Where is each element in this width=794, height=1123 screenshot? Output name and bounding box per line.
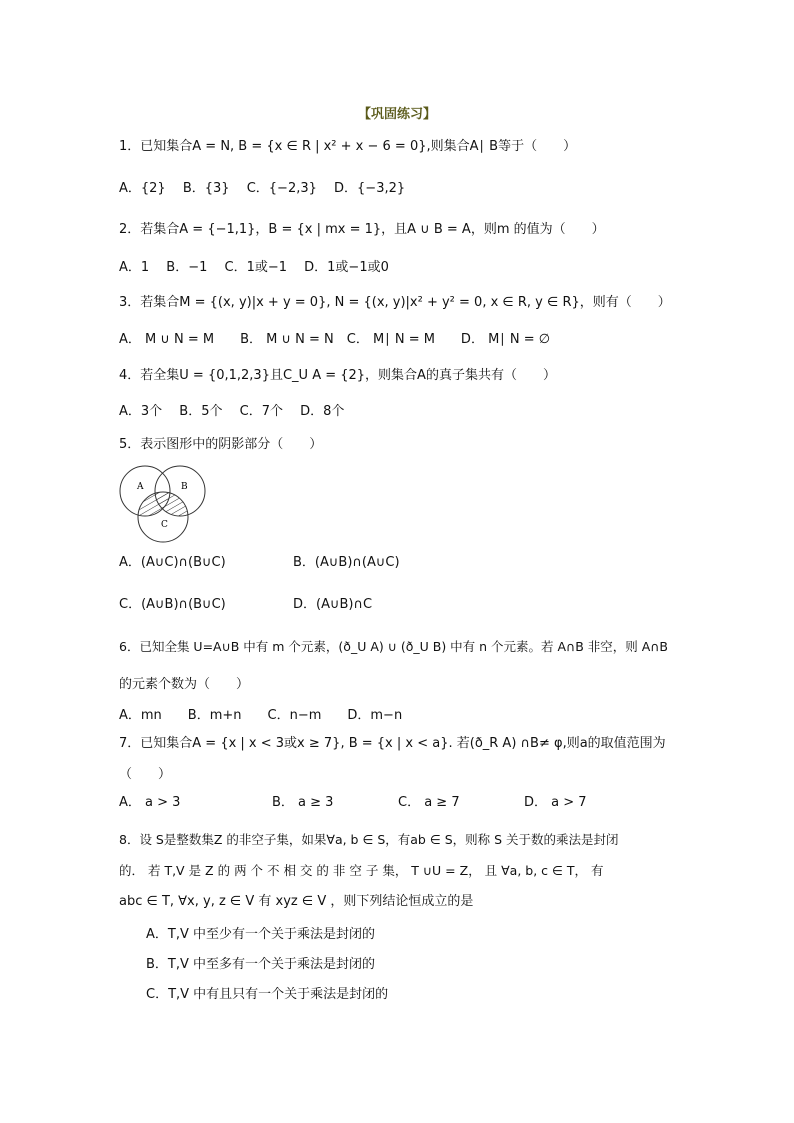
q5-option-c: C．(A∪B)∩(B∪C)	[119, 597, 226, 612]
q2-stem: 2．若集合A = {−1,1}，B = {x | mx = 1}，且A ∪ B = A，则m 的值为（ ）	[119, 222, 605, 237]
q3-stem: 3．若集合M = {(x, y)|x + y = 0}, N = {(x, y)|x² + y² = 0, x ∈ R, y ∈ R}，则有（ ）	[119, 295, 671, 310]
q8-line3: abc ∈ T, ∀x, y, z ∈ V 有 xyz ∈ V ，则下列结论恒成立的是	[119, 894, 474, 909]
q5-stem: 5．表示图形中的阴影部分（ ）	[119, 437, 323, 452]
q8-option-a: A．T,V 中至少有一个关于乘法是封闭的	[146, 927, 375, 942]
q2-options: A．1 B．−1 C．1或−1 D．1或−1或0	[119, 260, 389, 275]
q1-options: A．{2} B．{3} C．{−2,3} D．{−3,2}	[119, 181, 406, 196]
venn-label-a: A	[137, 482, 144, 492]
q5-option-b: B．(A∪B)∩(A∪C)	[293, 555, 400, 570]
q4-stem: 4．若全集U = {0,1,2,3}且C_U A = {2}，则集合A的真子集共有（ ）	[119, 368, 556, 383]
q6-options: A．mn B．m+n C．n−m D．m−n	[119, 708, 403, 723]
q6-stem-line1: 6．已知全集 U=A∪B 中有 m 个元素，(ð_U A) ∪ (ð_U B) 中有 n 个元素。若 A∩B 非空，则 A∩B	[119, 639, 669, 654]
section-title: 【巩固练习】	[357, 107, 436, 122]
q7-option-a: A． a > 3	[119, 795, 181, 810]
q7-stem: 7．已知集合A = {x | x < 3或x ≥ 7}, B = {x | x < a}. 若(ð_R A) ∩B≠ φ,则a的取值范围为	[119, 736, 666, 751]
q6-stem-line2: 的元素个数为（ ）	[119, 677, 250, 692]
q7-option-c: C． a ≥ 7	[398, 795, 460, 810]
q3-options: A． M ∪ N = M B． M ∪ N = N C． M∣ N = M D． M∣ N = ∅	[119, 332, 551, 347]
q5-option-a: A．(A∪C)∩(B∪C)	[119, 555, 226, 570]
q8-line1: 8．设 S是整数集Z 的非空子集，如果∀a, b ∈ S，有ab ∈ S，则称 S 关于数的乘法是封闭	[119, 832, 619, 847]
q8-line2: 的． 若 T,V 是 Z 的 两 个 不 相 交 的 非 空 子 集， T ∪U = Z， 且 ∀a, b, c ∈ T， 有	[119, 863, 604, 878]
venn-label-c: C	[161, 520, 168, 530]
venn-label-b: B	[181, 482, 188, 492]
q8-option-b: B．T,V 中至多有一个关于乘法是封闭的	[146, 957, 376, 972]
q7-option-d: D． a > 7	[524, 795, 587, 810]
q4-options: A．3个 B．5个 C．7个 D．8个	[119, 404, 345, 419]
q7-paren: （ ）	[119, 767, 172, 782]
venn-diagram	[118, 464, 208, 544]
q8-option-c: C．T,V 中有且只有一个关于乘法是封闭的	[146, 987, 389, 1002]
q7-option-b: B． a ≥ 3	[272, 795, 334, 810]
q1-stem: 1．已知集合A = N, B = {x ∈ R | x² + x − 6 = 0},则集合A∣ B等于（ ）	[119, 139, 577, 154]
q5-option-d: D．(A∪B)∩C	[293, 597, 373, 612]
